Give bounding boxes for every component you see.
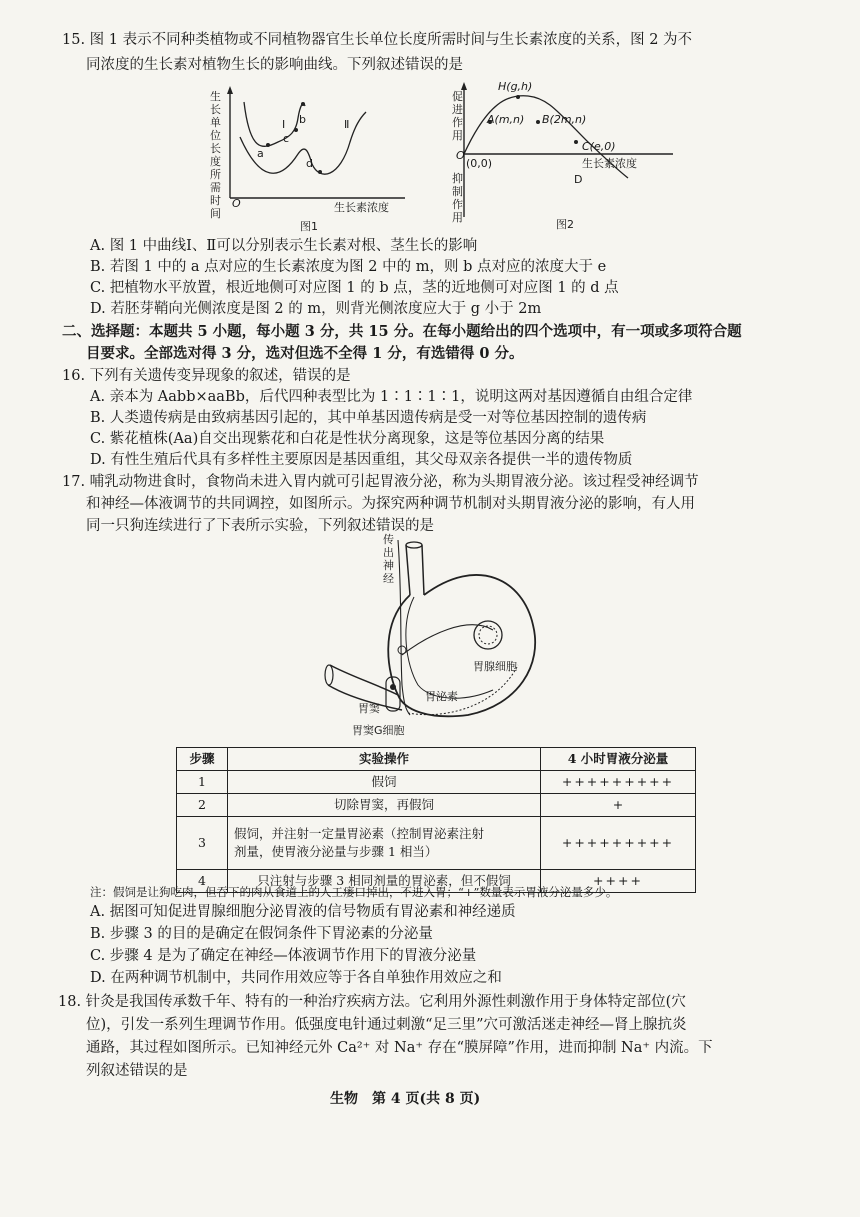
fig2-caption: 图2 <box>556 218 574 231</box>
fig2-ylabel-inhibit: 抑制作用 <box>452 172 463 224</box>
table-cell-operation: 假饲 <box>228 771 541 794</box>
q18-stem-line3: 通路，其过程如图所示。已知神经元外 Ca²⁺ 对 Na⁺ 存在“膜屏障”作用，进而抑制 Na⁺ 内流。下 <box>86 1040 713 1056</box>
fig1-curve1-label: Ⅰ <box>282 118 286 131</box>
fig1-point-b: b <box>299 113 306 126</box>
fig1-curve2-label: Ⅱ <box>344 118 350 131</box>
page-footer: 生物 第 4 页(共 8 页) <box>330 1091 481 1107</box>
fig2-origin: O <box>456 149 465 162</box>
table-header-amount: 4 小时胃液分泌量 <box>541 748 696 771</box>
table-cell-amount: +++++++++ <box>541 771 696 794</box>
fig1-point-d: d <box>306 157 313 170</box>
diagram-label-efferent-nerve: 传出神经 <box>383 533 394 585</box>
table-cell-amount: ++++ <box>541 870 696 893</box>
table-cell-step: 1 <box>177 771 228 794</box>
q17-stem-line2: 和神经—体液调节的共同调控，如图所示。为探究两种调节机制对头期胃液分泌的影响，有人用 <box>86 496 695 512</box>
fig2-point-B: B(2m,n) <box>542 113 587 126</box>
q16-option-d: D. 有性生殖后代具有多样性主要原因是基因重组，其父母双亲各提供一半的遗传物质 <box>90 452 633 468</box>
fig1-ylabel: 生长单位长度所需时间 <box>210 90 221 220</box>
q17-stem-line3: 同一只狗连续进行了下表所示实验，下列叙述错误的是 <box>86 518 434 534</box>
table-cell-step: 2 <box>177 794 228 817</box>
fig1-origin: O <box>232 197 241 210</box>
fig2-point-H: H(g,h) <box>498 80 533 93</box>
section2-heading-line1: 二、选择题：本题共 5 小题，每小题 3 分，共 15 分。在每小题给出的四个选项中，有一项或多项符合题 <box>62 323 742 340</box>
table-header-row <box>177 748 696 771</box>
table-cell-step: 4 <box>177 870 228 893</box>
fig2-ylabel-promote: 促进作用 <box>452 90 463 142</box>
table-row <box>177 817 696 870</box>
q15-stem-line2: 同浓度的生长素对植物生长的影响曲线。下列叙述错误的是 <box>86 57 463 73</box>
experiment-table <box>176 747 696 893</box>
q17-option-d: D. 在两种调节机制中，共同作用效应等于各自单独作用效应之和 <box>90 970 502 986</box>
table-row <box>177 794 696 817</box>
table-row <box>177 771 696 794</box>
fig1-point-c: c <box>283 132 290 145</box>
table-cell-operation: 只注射与步骤 3 相同剂量的胃泌素，但不假饲 <box>228 870 541 893</box>
q17-option-c: C. 步骤 4 是为了确定在神经—体液调节作用下的胃液分泌量 <box>90 948 477 964</box>
q15-stem-line1: 15. 图 1 表示不同种类植物或不同植物器官生长单位长度所需时间与生长素浓度的关系，图 2 为不 <box>62 32 693 48</box>
table-cell-operation: 切除胃窦，再假饲 <box>228 794 541 817</box>
q18-stem-line2: 位)，引发一系列生理调节作用。低强度电针通过刺激“足三里”穴可激活迷走神经—肾上腺抗炎 <box>86 1017 687 1033</box>
table-cell-step: 3 <box>177 817 228 870</box>
fig2-point-A: A(m,n) <box>487 113 525 126</box>
fig1-xlabel: 生长素浓度 <box>334 201 389 214</box>
q17-option-a: A. 据图可知促进胃腺细胞分泌胃液的信号物质有胃泌素和神经递质 <box>90 904 516 920</box>
table-cell-amount: +++++++++ <box>541 817 696 870</box>
fig2-point-C: C(e,0) <box>582 140 616 153</box>
fig1-point-a: a <box>257 147 264 160</box>
q18-stem-line4: 列叙述错误的是 <box>86 1063 188 1079</box>
q15-option-c: C. 把植物水平放置，根近地侧可对应图 1 的 b 点，茎的近地侧可对应图 1 的 d 点 <box>90 280 619 296</box>
diagram-label-gastrin: 胃泌素 <box>425 690 458 703</box>
diagram-label-antrum-g-cell: 胃窦G细胞 <box>352 724 405 737</box>
table-cell-operation <box>228 817 541 870</box>
table-header-operation: 实验操作 <box>228 748 541 771</box>
q16-option-b: B. 人类遗传病是由致病基因引起的，其中单基因遗传病是受一对等位基因控制的遗传病 <box>90 410 647 426</box>
section2-heading-line2: 目要求。全部选对得 3 分，选对但选不全得 1 分，有选错得 0 分。 <box>86 345 524 362</box>
table-cell-amount: + <box>541 794 696 817</box>
table-header-step: 步骤 <box>177 748 228 771</box>
fig2-xlabel: 生长素浓度 <box>582 157 637 170</box>
fig2-point-D: D <box>574 173 583 186</box>
q16-option-a: A. 亲本为 Aabb×aaBb，后代四种表型比为 1∶1∶1∶1，说明这两对基因遵循自由组合定律 <box>90 389 693 405</box>
fig1-caption: 图1 <box>300 220 318 233</box>
q15-option-d: D. 若胚芽鞘向光侧浓度是图 2 的 m，则背光侧浓度应大于 g 小于 2m <box>90 301 542 317</box>
diagram-label-antrum: 胃窦 <box>358 702 380 715</box>
stomach-diagram <box>318 535 548 735</box>
table-note: 注：假饲是让狗吃肉，但吞下的肉从食道上的人工瘘口掉出，不进入胃；“+”数量表示胃液分泌量多少。 <box>90 885 618 899</box>
fig2-origin-coord: (0,0) <box>466 157 493 170</box>
table-cell-operation-line2: 剂量，使胃液分泌量与步骤 1 相当） <box>234 844 438 859</box>
figure-2 <box>448 82 688 222</box>
q15-option-a: A. 图 1 中曲线Ⅰ、Ⅱ可以分别表示生长素对根、茎生长的影响 <box>90 238 478 254</box>
table-cell-operation-line1: 假饲，并注射一定量胃泌素（控制胃泌素注射 <box>234 826 485 841</box>
q15-option-b: B. 若图 1 中的 a 点对应的生长素浓度为图 2 中的 m，则 b 点对应的浓度大于 e <box>90 259 607 275</box>
q17-option-b: B. 步骤 3 的目的是确定在假饲条件下胃泌素的分泌量 <box>90 926 433 942</box>
q18-stem-line1: 18. 针灸是我国传承数千年、特有的一种治疗疾病方法。它利用外源性刺激作用于身体特定部位(穴 <box>58 994 686 1010</box>
q17-stem-line1: 17. 哺乳动物进食时，食物尚未进入胃内就可引起胃液分泌，称为头期胃液分泌。该过程受神经调节 <box>62 474 699 490</box>
q16-option-c: C. 紫花植株(Aa)自交出现紫花和白花是性状分离现象，这是等位基因分离的结果 <box>90 431 605 447</box>
q16-stem: 16. 下列有关遗传变异现象的叙述，错误的是 <box>62 368 351 384</box>
diagram-label-gastric-gland-cell: 胃腺细胞 <box>473 660 517 673</box>
